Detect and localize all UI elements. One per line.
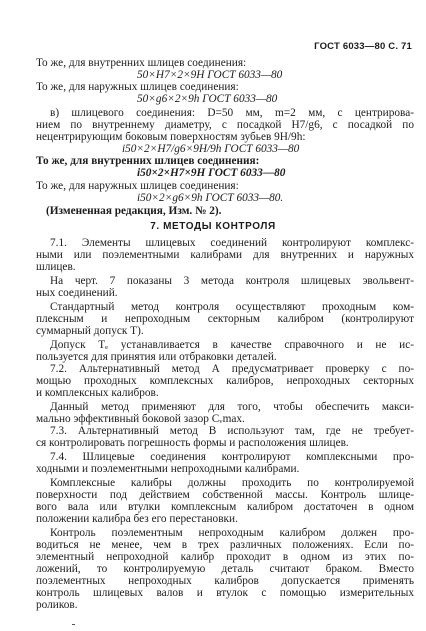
formula-line: i50×2×H7×9H ГОСТ 6033—80 [137,167,286,179]
text-line: ных соединений. [36,287,118,299]
text-line: ся контролировать погрешность формы и расположения шлицев. [36,437,349,449]
text-line: Допуск Tₑ устанавливается в качестве справочного и не ис- [50,339,414,351]
formula-line: 50×g6×2×9h ГОСТ 6033—80 [137,93,278,105]
text-line: плексным и непроходным секторным калибром (контролируют [36,313,414,325]
section-heading: 7. МЕТОДЫ КОНТРОЛЯ [150,221,276,232]
text-line: То же, для внутренних шлицев соединения: [36,155,260,167]
text-line: ными или поэлементными калибрами для внутренних и наружных [36,249,414,261]
text-line: Комплексные калибры должны проходить по контролируемой [50,477,414,489]
text-line: ложений, то контролируемую деталь считают браком. Вместо [36,563,414,575]
text-line: 7.3. Альтернативный метод B используют там, где не требует- [50,425,414,437]
text-line: мально эффективный боковой зазор Cᵥmax. [36,413,245,425]
text-line: Данный метод применяют для того, чтобы обеспечить макси- [50,401,414,413]
text-line: и комплексных калибров. [36,387,159,399]
text-line: поэлементных непроходных калибров допускается применять [36,575,414,587]
text-line: элементный непроходной калибр проходит в одном из этих по- [36,551,414,563]
text-line: Контроль поэлементным непроходным калибром должен про- [50,527,414,539]
text-line: ходными и поэлементными непроходными калибрами. [36,463,300,475]
page-header: ГОСТ 6033—80 С. 71 [314,41,412,52]
formula-line: i50×2×g6×9h ГОСТ 6033—80. [137,192,284,204]
text-line: 7.4. Шлицевые соединения контролируют комплексными про- [50,451,414,463]
formula-line: i50×2×H7/g6×9H/9h ГОСТ 6033—80 [122,143,300,155]
text-line: То же, для наружных шлицев соединения: [36,81,239,93]
text-line: Стандартный метод контроля осуществляют проходным ком- [50,301,414,313]
page-mark [72,624,75,625]
text-line: поверхности под действием собственной массы. Контроль шлице- [36,489,414,501]
text-line: нецентрирующим боковым поверхностям зубьев 9H/9h: [36,131,306,143]
text-line: 7.2. Альтернативный метод А предусматривает проверку с по- [50,363,414,375]
text-line: 7.1. Элементы шлицевых соединений контролируют комплекс- [50,237,414,249]
text-line: положении калибра без его перестановки. [36,513,238,525]
text-line: водиться не менее, чем в трех различных положениях. Если по- [36,539,414,551]
text-line: контроль шлицевых валов и втулок с помощью измерительных [36,587,414,599]
text-line: нием по внутреннему диаметру, с посадкой H7/g6, с посадкой по [36,119,414,131]
formula-line: 50×H7×2×9H ГОСТ 6033—80 [137,69,283,81]
text-line: То же, для внутренних шлицев соединения: [36,57,247,69]
text-line: То же, для наружных шлицев соединения: [36,180,239,192]
text-line: в) шлицевого соединения: D=50 мм, m=2 мм, с центрирова- [50,107,414,119]
text-line: На черт. 7 показаны 3 метода контроля шлицевых эвольвент- [50,275,414,287]
text-line: шлицев. [36,261,76,273]
text-line: пользуется для принятия или отбраковки деталей. [36,351,277,363]
text-line: суммарный допуск T). [36,325,144,337]
text-line: вого вала или втулки комплексным калибром достаточен в одном [36,501,414,513]
amendment-note: (Измененная редакция, Изм. № 2). [46,205,222,217]
text-line: роликов. [36,599,78,611]
text-line: мощью проходных комплексных калибров, непроходных секторных [36,375,414,387]
